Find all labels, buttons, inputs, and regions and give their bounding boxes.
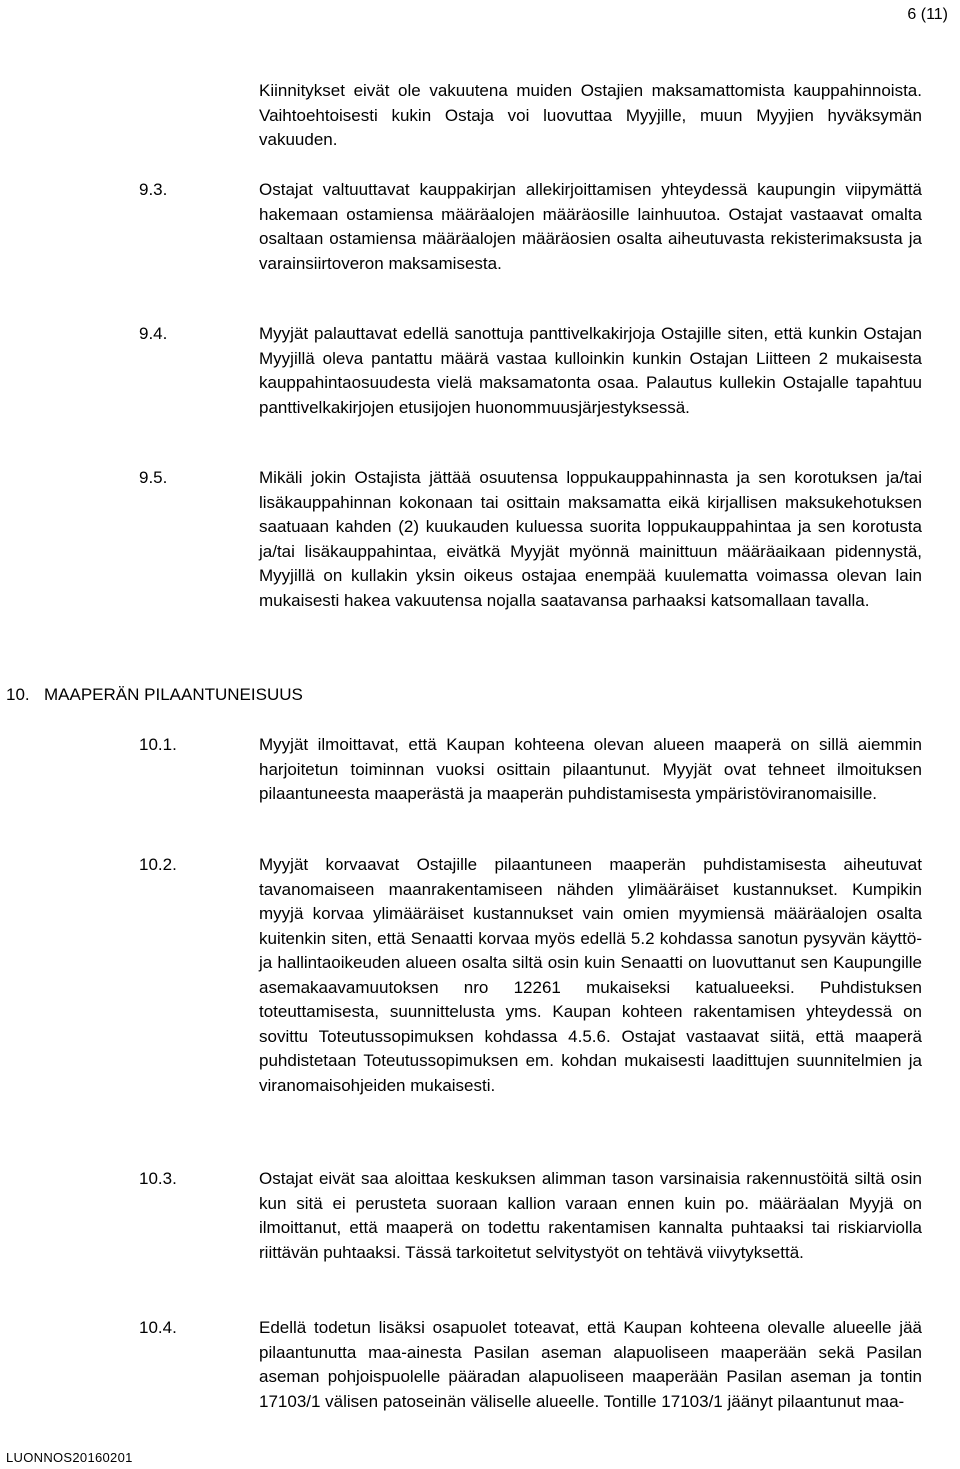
intro-paragraph: Kiinnitykset eivät ole vakuutena muiden Ostajien maksamattomista kauppahinnoista. Vaihtoehtoisesti kukin Ostaja voi luovuttaa Myyjille, muun Myyjien hyväksymän vakuuden. (259, 81, 922, 149)
heading-number: 10. (6, 685, 30, 704)
section-number: 10.1. (139, 735, 177, 754)
section-heading (6, 683, 303, 707)
section-number: 9.5. (139, 468, 168, 487)
section-number: 10.3. (139, 1169, 177, 1188)
section-number: 10.4. (139, 1318, 177, 1337)
section-text: Edellä todetun lisäksi osapuolet toteavat, että Kaupan kohteena olevalle alueelle jää pilaantunutta maa-ainesta Pasilan aseman alapuoliseen maaperään sekä Pasilan aseman pohjoispuolelle pääradan alapuoliseen maaperään Pasilan aseman ja tontin 17103/1 välisen patoseinän väliselle alueelle. Tontille 17103/1 jäänyt pilaantunut maa- (259, 1318, 922, 1411)
section-text: Myyjät ilmoittavat, että Kaupan kohteena olevan alueen maaperä on sillä aiemmin harjoitetun toiminnan vuoksi osittain pilaantunut. Myyjät ovat tehneet ilmoituksen pilaantuneesta maaperästä ja maaperän puhdistamisesta ympäristöviranomaisille. (259, 735, 922, 803)
footer-document-code: LUONNOS20160201 (6, 1450, 133, 1465)
section-text: Ostajat valtuuttavat kauppakirjan allekirjoittamisen yhteydessä kaupungin viipymättä hakemaan ostamiensa määräalojen määräosille lainhuutoa. Ostajat vastaavat omalta osaltaan ostamiensa määräalojen määräosien osalta aiheutuvasta rekisterimaksusta ja varainsiirtoveron maksamisesta. (259, 180, 922, 273)
section-text: Ostajat eivät saa aloittaa keskuksen alimman tason varsinaisia rakennustöitä siltä osin kun sitä ei perusteta suoraan kallion varaan ennen kuin po. määräalan Myyjä on ilmoittanut, että maaperä on todettu rakentamisen kannalta puhtaaksi tai riskiarviolla riittävän puhtaaksi. Tässä tarkoitetut selvitystyöt on tehtävä viivytyksettä. (259, 1169, 922, 1262)
section-number: 9.4. (139, 324, 168, 343)
page-number: 6 (11) (907, 6, 948, 23)
heading-title: MAAPERÄN PILAANTUNEISUUS (44, 685, 303, 704)
section-number: 9.3. (139, 180, 168, 199)
section-text: Myyjät korvaavat Ostajille pilaantuneen maaperän puhdistamisesta aiheutuvat tavanomaiseen maanrakentamiseen nähden ylimääräiset kustannukset. Kumpikin myyjä korvaa ylimääräiset kustannukset vain omien myymiensä määräalojen osalta kuitenkin siten, että Senaatti korvaa myös edellä 5.2 kohdassa sanotun pysyvän käyttö- ja hallintaoikeuden alueen osalta siltä osin kuin Senaatti on luovuttanut sen Kaupungille asemakaavamuutoksen nro 12261 mukaiseksi katualueeksi. Puhdistuksen toteuttamisesta, suunnittelusta yms. Kaupan kohteen rakentamisen yhteydessä on sovittu Toteutussopimuksen kohdassa 4.5.6. Ostajat vastaavat siitä, että maaperä puhdistetaan Toteutussopimuksen em. kohdan mukaisesti laadittujen suunnitelmien ja viranomaisohjeiden mukaisesti. (259, 855, 922, 1095)
section-number: 10.2. (139, 855, 177, 874)
section-text: Mikäli jokin Ostajista jättää osuutensa loppukauppahinnasta ja sen korotuksen ja/tai lisäkauppahinnan kokonaan tai osittain maksamatta eikä kirjallisen maksukehotuksen saatuaan kahden (2) kuukauden kuluessa suorita loppukauppahintaa ja sen korotusta ja/tai lisäkauppahintaa, eivätkä Myyjät myönnä mainittuun määräaikaan pidennystä, Myyjillä on kullakin yksin oikeus ostajaa enempää kuulematta voimassa olevan lain mukaisesti hakea vakuutensa nojalla saatavansa parhaaksi katsomallaan tavalla. (259, 468, 922, 610)
section-text: Myyjät palauttavat edellä sanottuja panttivelkakirjoja Ostajille siten, että kunkin Ostajan Myyjillä oleva pantattu määrä vastaa kulloinkin kunkin Ostajan Liitteen 2 mukaisesta kauppahintaosuudesta vielä maksamatonta osaa. Palautus kullekin Ostajalle tapahtuu panttivelkakirjojen etusijojen huonommuusjärjestyksessä. (259, 324, 922, 417)
